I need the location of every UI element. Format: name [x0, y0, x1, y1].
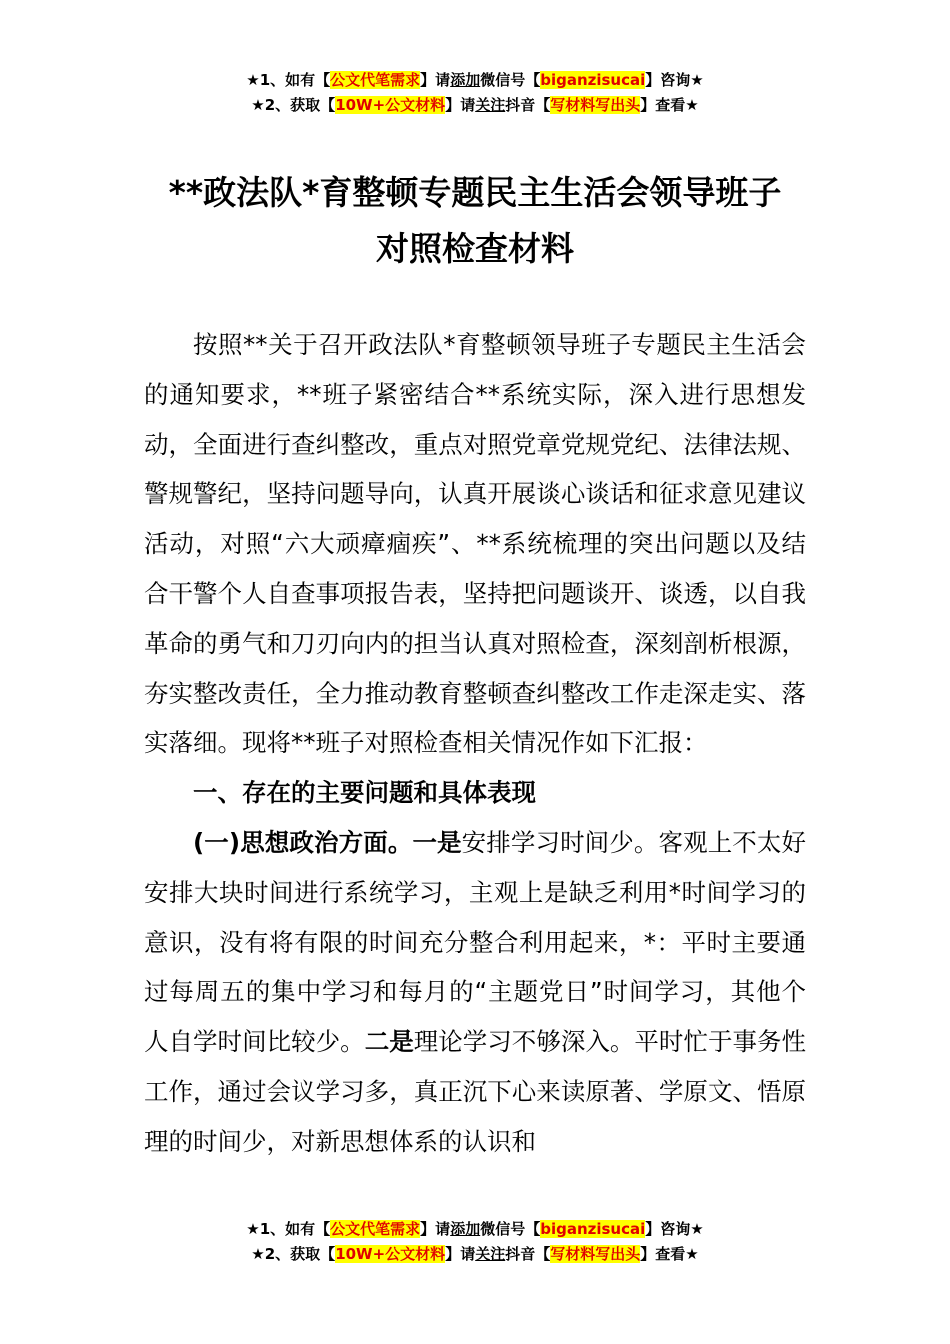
intro-paragraph: 按照**关于召开政法队*育整顿领导班子专题民主生活会的通知要求，**班子紧密结合**系统实际，深入进行思想发动，全面进行查纠整改，重点对照党章党规党纪、法律法规、警规警纪，坚持问题导向，认真开展谈心谈话和征求意见建议活动，对照“六大顽瘴痼疾”、**系统梳理的突出问题以及结合干警个人自查事项报告表，坚持把问题谈开、谈透，以自我革命的勇气和刀刃向内的担当认真对照检查，深刻剖析根源，夯实整改责任，全力推动教育整顿查纠整改工作走深走实、落实落细。现将**班子对照检查相关情况作如下汇报： [144, 330, 806, 758]
banner-text: 】请 [420, 1220, 451, 1238]
banner-text: ★2、获取【 [251, 96, 336, 114]
banner-highlight: 写材料写出头 [550, 96, 641, 114]
banner-underline: 添加 [450, 1220, 481, 1238]
banner-text: ★1、如有【 [246, 71, 331, 89]
banner-text: 】请 [420, 71, 451, 89]
banner-highlight: biganzisucai [540, 1220, 646, 1238]
banner-underline: 关注 [475, 1245, 506, 1263]
banner-highlight: 10W+公文材料 [335, 96, 446, 114]
banner-highlight: 写材料写出头 [550, 1245, 641, 1263]
banner-highlight: 公文代笔需求 [330, 71, 421, 89]
banner-line-1 [0, 68, 950, 93]
point-text: 安排学习时间少。客观上不太好安排大块时间进行系统学习，主观上是缺乏利用*时间学习的意识，没有将有限的时间充分整合利用起来，*：平时主要通过每周五的集中学习和每月的“主题党日”时间学习，其他个人自学时间比较少。 [144, 827, 807, 1057]
banner-text: 抖音【 [505, 96, 551, 114]
banner-text: 微信号【 [480, 71, 541, 89]
banner-highlight: biganzisucai [540, 71, 646, 89]
top-banner [0, 68, 950, 118]
subsection-label: (一)思想政治方面。 [193, 827, 413, 857]
title-line-1: **政法队*育整顿专题民主生活会领导班子 [168, 173, 782, 212]
bottom-banner [0, 1217, 950, 1267]
document-title [0, 165, 950, 277]
banner-text: ★2、获取【 [251, 1245, 336, 1263]
banner-text: 】咨询★ [645, 1220, 704, 1238]
point-text: 理论学习不够深入。平时忙于事务性工作，通过会议学习多，真正沉下心来读原著、学原文、悟原理的时间少，对新思想体系的认识和 [144, 1027, 807, 1156]
banner-underline: 关注 [475, 96, 506, 114]
banner-line-2 [0, 93, 950, 118]
banner-text: 】咨询★ [645, 71, 704, 89]
title-line-2: 对照检查材料 [376, 229, 574, 268]
banner-text: 】请 [445, 96, 476, 114]
banner-text: 微信号【 [480, 1220, 541, 1238]
banner-text: 】查看★ [640, 1245, 699, 1263]
banner-underline: 添加 [450, 71, 481, 89]
banner-highlight: 10W+公文材料 [335, 1245, 446, 1263]
banner-text: 】查看★ [640, 96, 699, 114]
subsection-paragraph [144, 818, 806, 1167]
banner-line-1 [0, 1217, 950, 1242]
point-label: 二是 [364, 1027, 414, 1057]
point-label: 一是 [412, 827, 462, 857]
banner-text: 抖音【 [505, 1245, 551, 1263]
banner-line-2 [0, 1242, 950, 1267]
banner-highlight: 公文代笔需求 [330, 1220, 421, 1238]
section-heading: 一、存在的主要问题和具体表现 [193, 778, 536, 808]
banner-text: ★1、如有【 [246, 1220, 331, 1238]
banner-text: 】请 [445, 1245, 476, 1263]
document-body [144, 320, 806, 1167]
